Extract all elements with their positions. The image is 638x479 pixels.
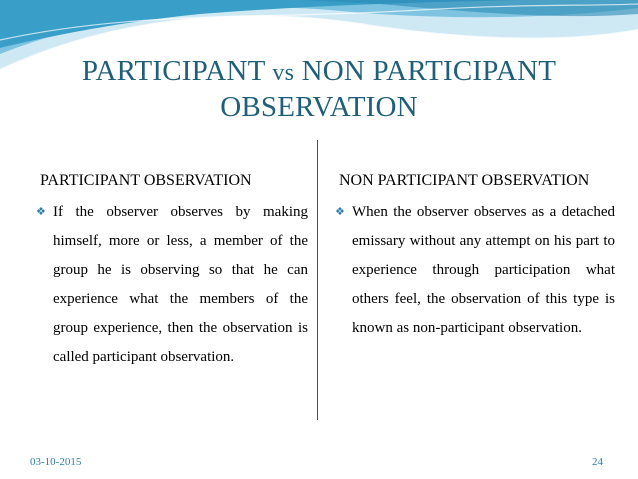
participant-column [38,172,308,372]
title-word-non-participant: NON PARTICIPANT [301,55,557,87]
bullet-diamond-icon: ❖ [36,206,46,218]
column-divider [317,140,318,420]
non-participant-bullet-text: When the observer observes as a detached emissary without any attempt on his part to experience through participation what others feel, the observation of this type is known as non-participant observation. [352,204,615,336]
footer-page-number: 24 [592,456,603,468]
bullet-diamond-icon: ❖ [335,206,345,218]
title-word-participant: PARTICIPANT [81,55,265,87]
non-participant-bullet-item [337,198,615,343]
footer-date: 03-10-2015 [30,456,82,468]
non-participant-heading: NON PARTICIPANT OBSERVATION [339,172,590,189]
participant-bullet-text: If the observer observes by making himself, more or less, a member of the group he is observing so that he can experience what the members of the group experience, then the observation is called participant observation. [53,204,308,365]
slide-title [0,54,638,124]
title-line-2: OBSERVATION [220,91,418,123]
participant-bullet-item [38,198,308,372]
title-line-1 [0,54,638,90]
participant-heading: PARTICIPANT OBSERVATION [40,172,252,189]
title-word-vs: vs [272,60,295,86]
non-participant-column [337,172,615,343]
